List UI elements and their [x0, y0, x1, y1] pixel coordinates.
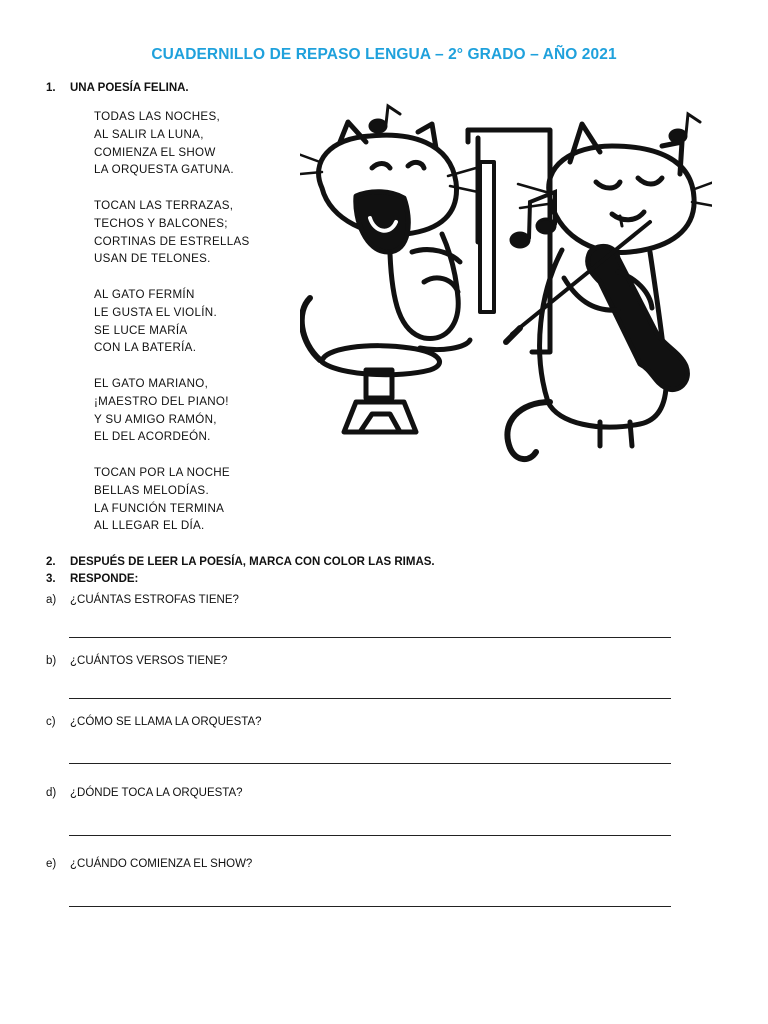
- answer-line-a[interactable]: [69, 637, 671, 638]
- page-title: CUADERNILLO DE REPASO LENGUA – 2° GRADO – AÑO 2021: [151, 46, 617, 63]
- section-1-heading: [46, 82, 189, 94]
- section-1-text: UNA POESÍA FELINA.: [70, 82, 189, 94]
- question-text: ¿CÓMO SE LLAMA LA ORQUESTA?: [70, 716, 262, 728]
- verse: LE GUSTA EL VIOLÍN.: [94, 305, 217, 319]
- verse: TODAS LAS NOCHES,: [94, 110, 221, 123]
- stanza-3: [94, 286, 250, 357]
- verse: COMIENZA EL SHOW: [94, 145, 216, 159]
- answer-line-e[interactable]: [69, 906, 671, 907]
- question-letter: b): [46, 655, 57, 667]
- question-b: [46, 655, 227, 667]
- poem: [94, 108, 250, 535]
- answer-line-c[interactable]: [69, 763, 671, 764]
- verse: SE LUCE MARÍA: [94, 323, 188, 337]
- section-2-number: 2.: [46, 556, 56, 568]
- stanza-1: [94, 108, 250, 179]
- question-e: [46, 858, 252, 870]
- cats-orchestra-illustration: [300, 102, 712, 464]
- question-letter: e): [46, 858, 57, 870]
- verse: LA ORQUESTA GATUNA.: [94, 163, 234, 177]
- section-1-number: 1.: [46, 82, 56, 94]
- answer-line-d[interactable]: [69, 835, 671, 836]
- section-3-text: RESPONDE:: [70, 573, 139, 585]
- verse: Y SU AMIGO RAMÓN,: [94, 412, 217, 426]
- verse: ¡MAESTRO DEL PIANO!: [94, 394, 229, 408]
- question-letter: c): [46, 716, 56, 728]
- section-2-instruction: [46, 556, 435, 568]
- question-a: [46, 594, 239, 606]
- verse: LA FUNCIÓN TERMINA: [94, 501, 225, 515]
- section-3-instruction: [46, 573, 138, 585]
- verse: CORTINAS DE ESTRELLAS: [94, 234, 250, 248]
- verse: BELLAS MELODÍAS.: [94, 483, 209, 497]
- section-3-number: 3.: [46, 573, 56, 585]
- verse: EL DEL ACORDEÓN.: [94, 430, 211, 444]
- answer-line-b[interactable]: [69, 698, 671, 699]
- question-text: ¿CUÁNTAS ESTROFAS TIENE?: [70, 594, 239, 606]
- verse: AL GATO FERMÍN: [94, 287, 195, 301]
- section-2-text: DESPUÉS DE LEER LA POESÍA, MARCA CON COLOR LAS RIMAS.: [70, 556, 435, 568]
- verse: AL SALIR LA LUNA,: [94, 127, 204, 141]
- stanza-5: [94, 464, 250, 535]
- question-letter: a): [46, 594, 57, 606]
- stanza-4: [94, 375, 250, 446]
- verse: USAN DE TELONES.: [94, 252, 211, 266]
- question-text: ¿CUÁNDO COMIENZA EL SHOW?: [70, 858, 253, 870]
- verse: TECHOS Y BALCONES;: [94, 216, 228, 230]
- question-text: ¿CUÁNTOS VERSOS TIENE?: [70, 655, 228, 667]
- stanza-2: [94, 197, 250, 268]
- verse: TOCAN LAS TERRAZAS,: [94, 198, 234, 212]
- verse: CON LA BATERÍA.: [94, 341, 197, 355]
- verse: TOCAN POR LA NOCHE: [94, 465, 230, 479]
- question-text: ¿DÓNDE TOCA LA ORQUESTA?: [70, 787, 243, 799]
- question-d: [46, 787, 243, 799]
- question-c: [46, 716, 262, 728]
- question-letter: d): [46, 787, 57, 799]
- verse: AL LLEGAR EL DÍA.: [94, 519, 205, 533]
- verse: EL GATO MARIANO,: [94, 376, 209, 390]
